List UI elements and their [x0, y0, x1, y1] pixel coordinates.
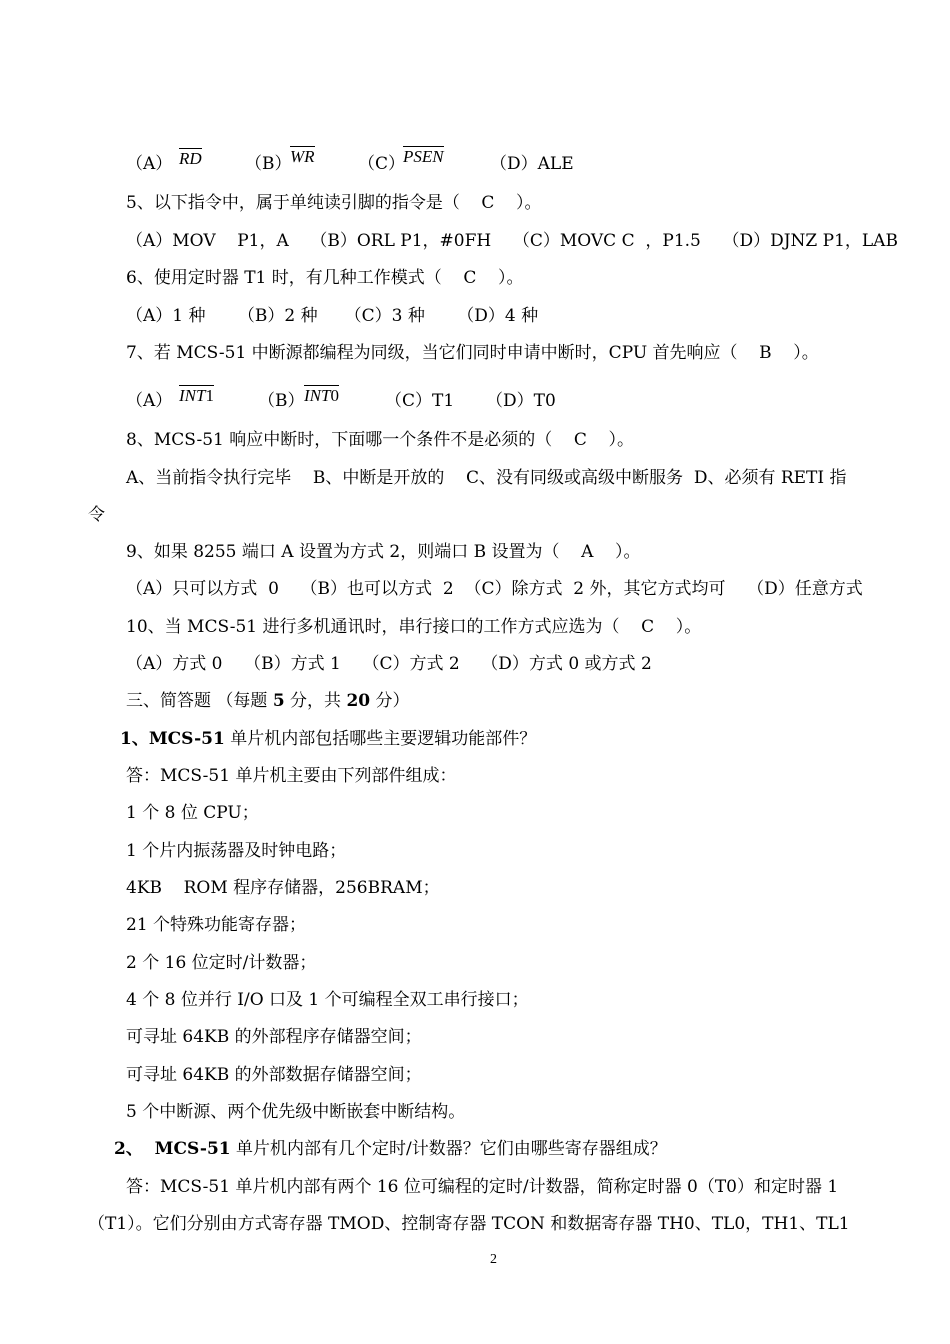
- answer-1-item-2: 1 个片内振荡器及时钟电路；: [126, 841, 347, 861]
- q7-option-c-label: （C）T1: [385, 391, 455, 411]
- answer-1-intro: 答：MCS-51 单片机主要由下列部件组成：: [126, 766, 457, 786]
- q4-option-a-signal: RD: [179, 149, 202, 168]
- question-9-options: （A）只可以方式 0 （B）也可以方式 2 （C）除方式 2 外，其它方式均可 （D）任意方式: [126, 579, 863, 599]
- question-6: 6、使用定时器 T1 时，有几种工作模式（ C ）。: [126, 268, 524, 288]
- q4-option-b-signal: WR: [290, 147, 315, 166]
- answer-1-item-5: 2 个 16 位定时/计数器；: [126, 953, 317, 973]
- answer-1-item-8: 可寻址 64KB 的外部数据存储器空间；: [126, 1065, 422, 1085]
- q7-option-d-label: （D）T0: [486, 391, 556, 411]
- answer-2-line-1: 答：MCS-51 单片机内部有两个 16 位可编程的定时/计数器，简称定时器 0（T0）和定时器 1: [126, 1177, 839, 1197]
- q4-option-c-label: （C）: [358, 154, 406, 174]
- question-10-options: （A）方式 0 （B）方式 1 （C）方式 2 （D）方式 0 或方式 2: [126, 654, 652, 674]
- q7-option-b-signal: INT0: [304, 386, 339, 405]
- answer-1-item-9: 5 个中断源、两个优先级中断嵌套中断结构。: [126, 1102, 466, 1122]
- question-9: 9、如果 8255 端口 A 设置为方式 2，则端口 B 设置为（ A ）。: [126, 542, 641, 562]
- question-8-options-wrap: 令: [88, 505, 105, 525]
- question-5-options: （A）MOV P1，A （B）ORL P1，#0FH （C）MOVC C ，P1.5 （D）DJNZ P1，LAB: [126, 231, 898, 251]
- q7-option-a-signal: INT1: [179, 386, 214, 405]
- section-3-heading: 三、简答题 （每题 5 分，共 20 分）: [126, 691, 410, 711]
- question-7: 7、若 MCS-51 中断源都编程为同级，当它们同时申请中断时，CPU 首先响应（ B ）。: [126, 343, 819, 363]
- answer-1-item-6: 4 个 8 位并行 I/O 口及 1 个可编程全双工串行接口；: [126, 990, 529, 1010]
- q4-option-c-signal: PSEN: [403, 147, 444, 166]
- short-question-1: 1、MCS-51 单片机内部包括哪些主要逻辑功能部件？: [120, 729, 537, 749]
- question-8-options: A、当前指令执行完毕 B、中断是开放的 C、没有同级或高级中断服务 D、必须有 RETI 指: [126, 468, 847, 488]
- q4-option-a-label: （A）: [126, 154, 173, 174]
- q4-option-b-label: （B）: [245, 154, 292, 174]
- question-8: 8、MCS-51 响应中断时，下面哪一个条件不是必须的（ C ）。: [126, 430, 635, 450]
- answer-1-item-7: 可寻址 64KB 的外部程序存储器空间；: [126, 1027, 422, 1047]
- answer-1-item-3: 4KB ROM 程序存储器，256BRAM；: [126, 878, 440, 898]
- q7-option-a-label: （A）: [126, 391, 173, 411]
- q7-option-b-label: （B）: [258, 391, 305, 411]
- question-10: 10、当 MCS-51 进行多机通讯时，串行接口的工作方式应选为（ C ）。: [126, 617, 702, 637]
- answer-2-line-2: （T1）。它们分别由方式寄存器 TMOD、控制寄存器 TCON 和数据寄存器 TH0、TL0，TH1、TL1: [88, 1214, 850, 1234]
- question-6-options: （A）1 种 （B）2 种 （C）3 种 （D）4 种: [126, 306, 539, 326]
- answer-1-item-4: 21 个特殊功能寄存器；: [126, 915, 307, 935]
- question-5: 5、以下指令中，属于单纯读引脚的指令是（ C ）。: [126, 193, 542, 213]
- page-number: 2: [490, 1252, 497, 1267]
- answer-1-item-1: 1 个 8 位 CPU；: [126, 803, 259, 823]
- short-question-2: 2、 MCS-51 单片机内部有几个定时/计数器？它们由哪些寄存器组成？: [114, 1139, 667, 1159]
- q4-option-d-label: （D）ALE: [490, 154, 574, 174]
